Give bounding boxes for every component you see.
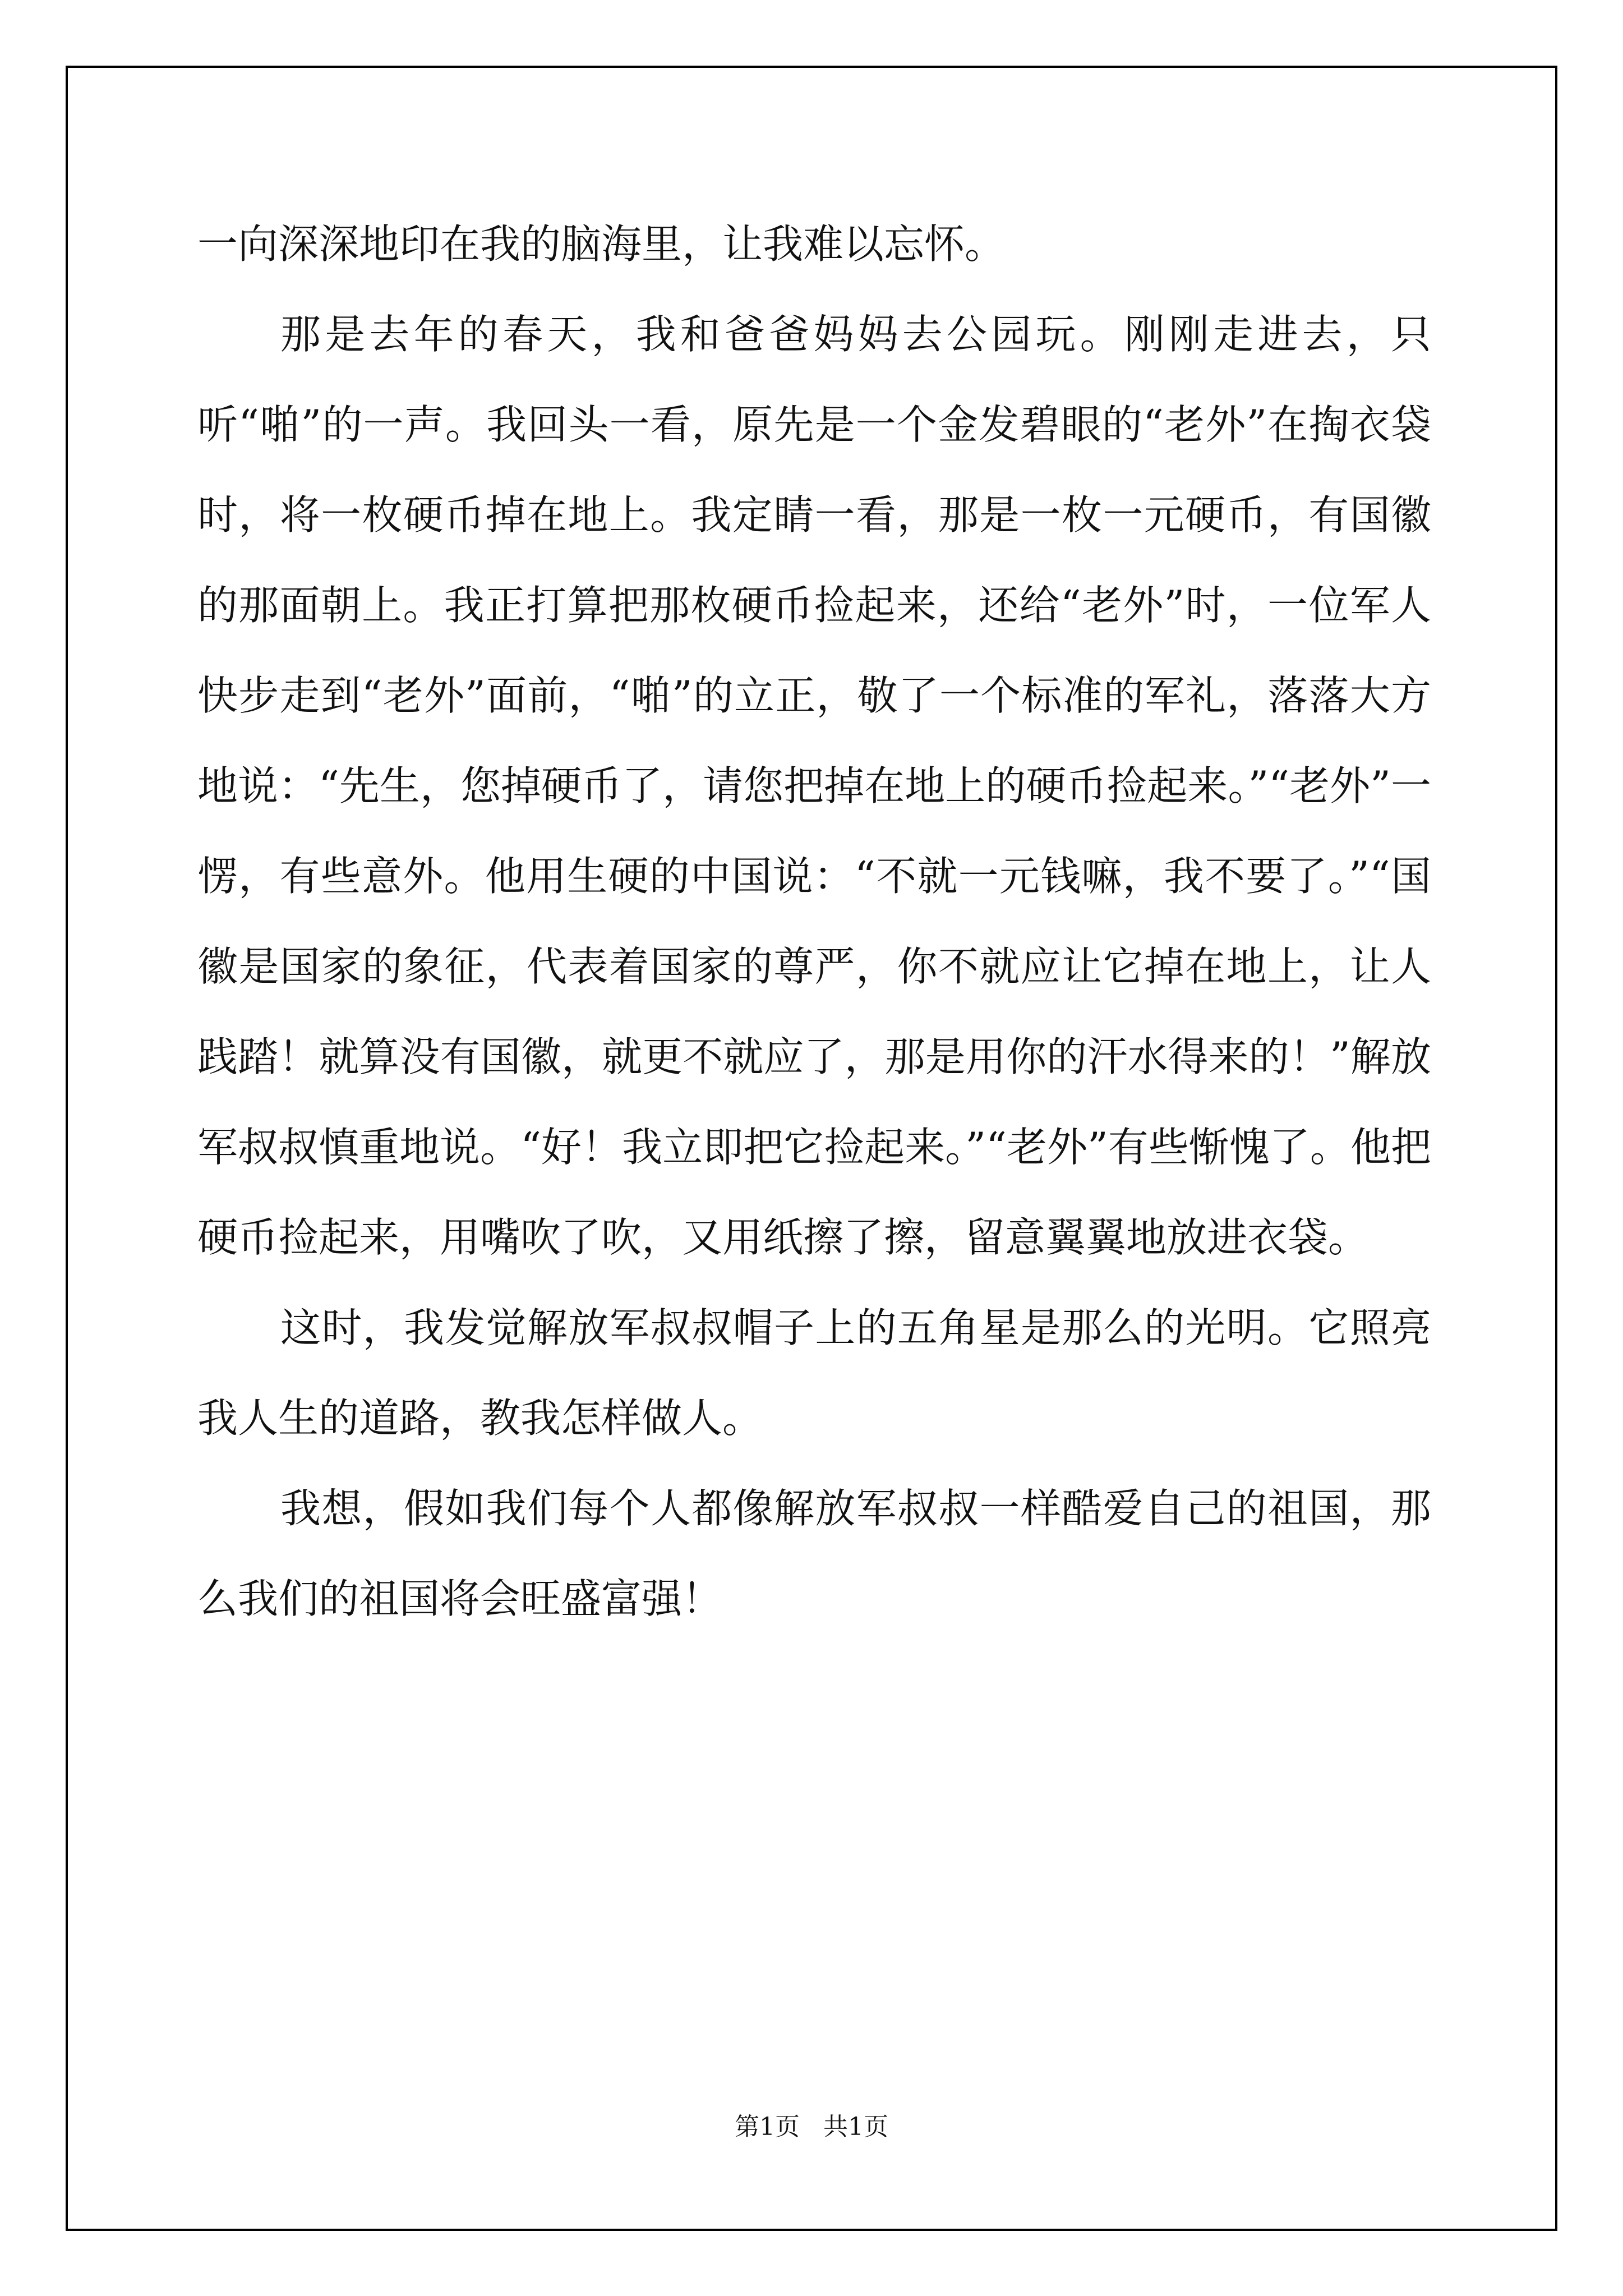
page-number-footer: 第1页 共1页 [735,2113,888,2141]
paragraph-1: 一向深深地印在我的脑海里，让我难以忘怀。 [197,220,1006,268]
paragraph-4: 我想，假如我们每个人都像解放军叔叔一样酷爱自己的祖国，那么我们的祖国将会旺盛富强！ [197,1485,1431,1622]
paragraph-3: 这时，我发觉解放军叔叔帽子上的五角星是那么的光明。它照亮我人生的道路，教我怎样做人。 [197,1304,1431,1442]
paragraph-2: 那是去年的春天，我和爸爸妈妈去公园玩。刚刚走进去，只听“啪”的一声。我回头一看，原先是一个金发碧眼的“老外”在掏衣袋时，将一枚硬币掉在地上。我定睛一看，那是一枚一元硬币，有国徽的那面朝上。我正打算把那枚硬币捡起来，还给“老外”时，一位军人快步走到“老外”面前，“啪”的立正，敬了一个标准的军礼，落落大方地说：“先生，您掉硬币了，请您把掉在地上的硬币捡起来。”“老外”一愣，有些意外。他用生硬的中国说：“不就一元钱嘛，我不要了。”“国徽是国家的象征，代表着国家的尊严，你不就应让它掉在地上，让人践踏！就算没有国徽，就更不就应了，那是用你的汗水得来的！”解放军叔叔慎重地说。“好！我立即把它捡起来。”“老外”有些惭愧了。他把硬币捡起来，用嘴吹了吹，又用纸擦了擦，留意翼翼地放进衣袋。 [197,311,1431,1261]
document-body [197,199,1431,1644]
